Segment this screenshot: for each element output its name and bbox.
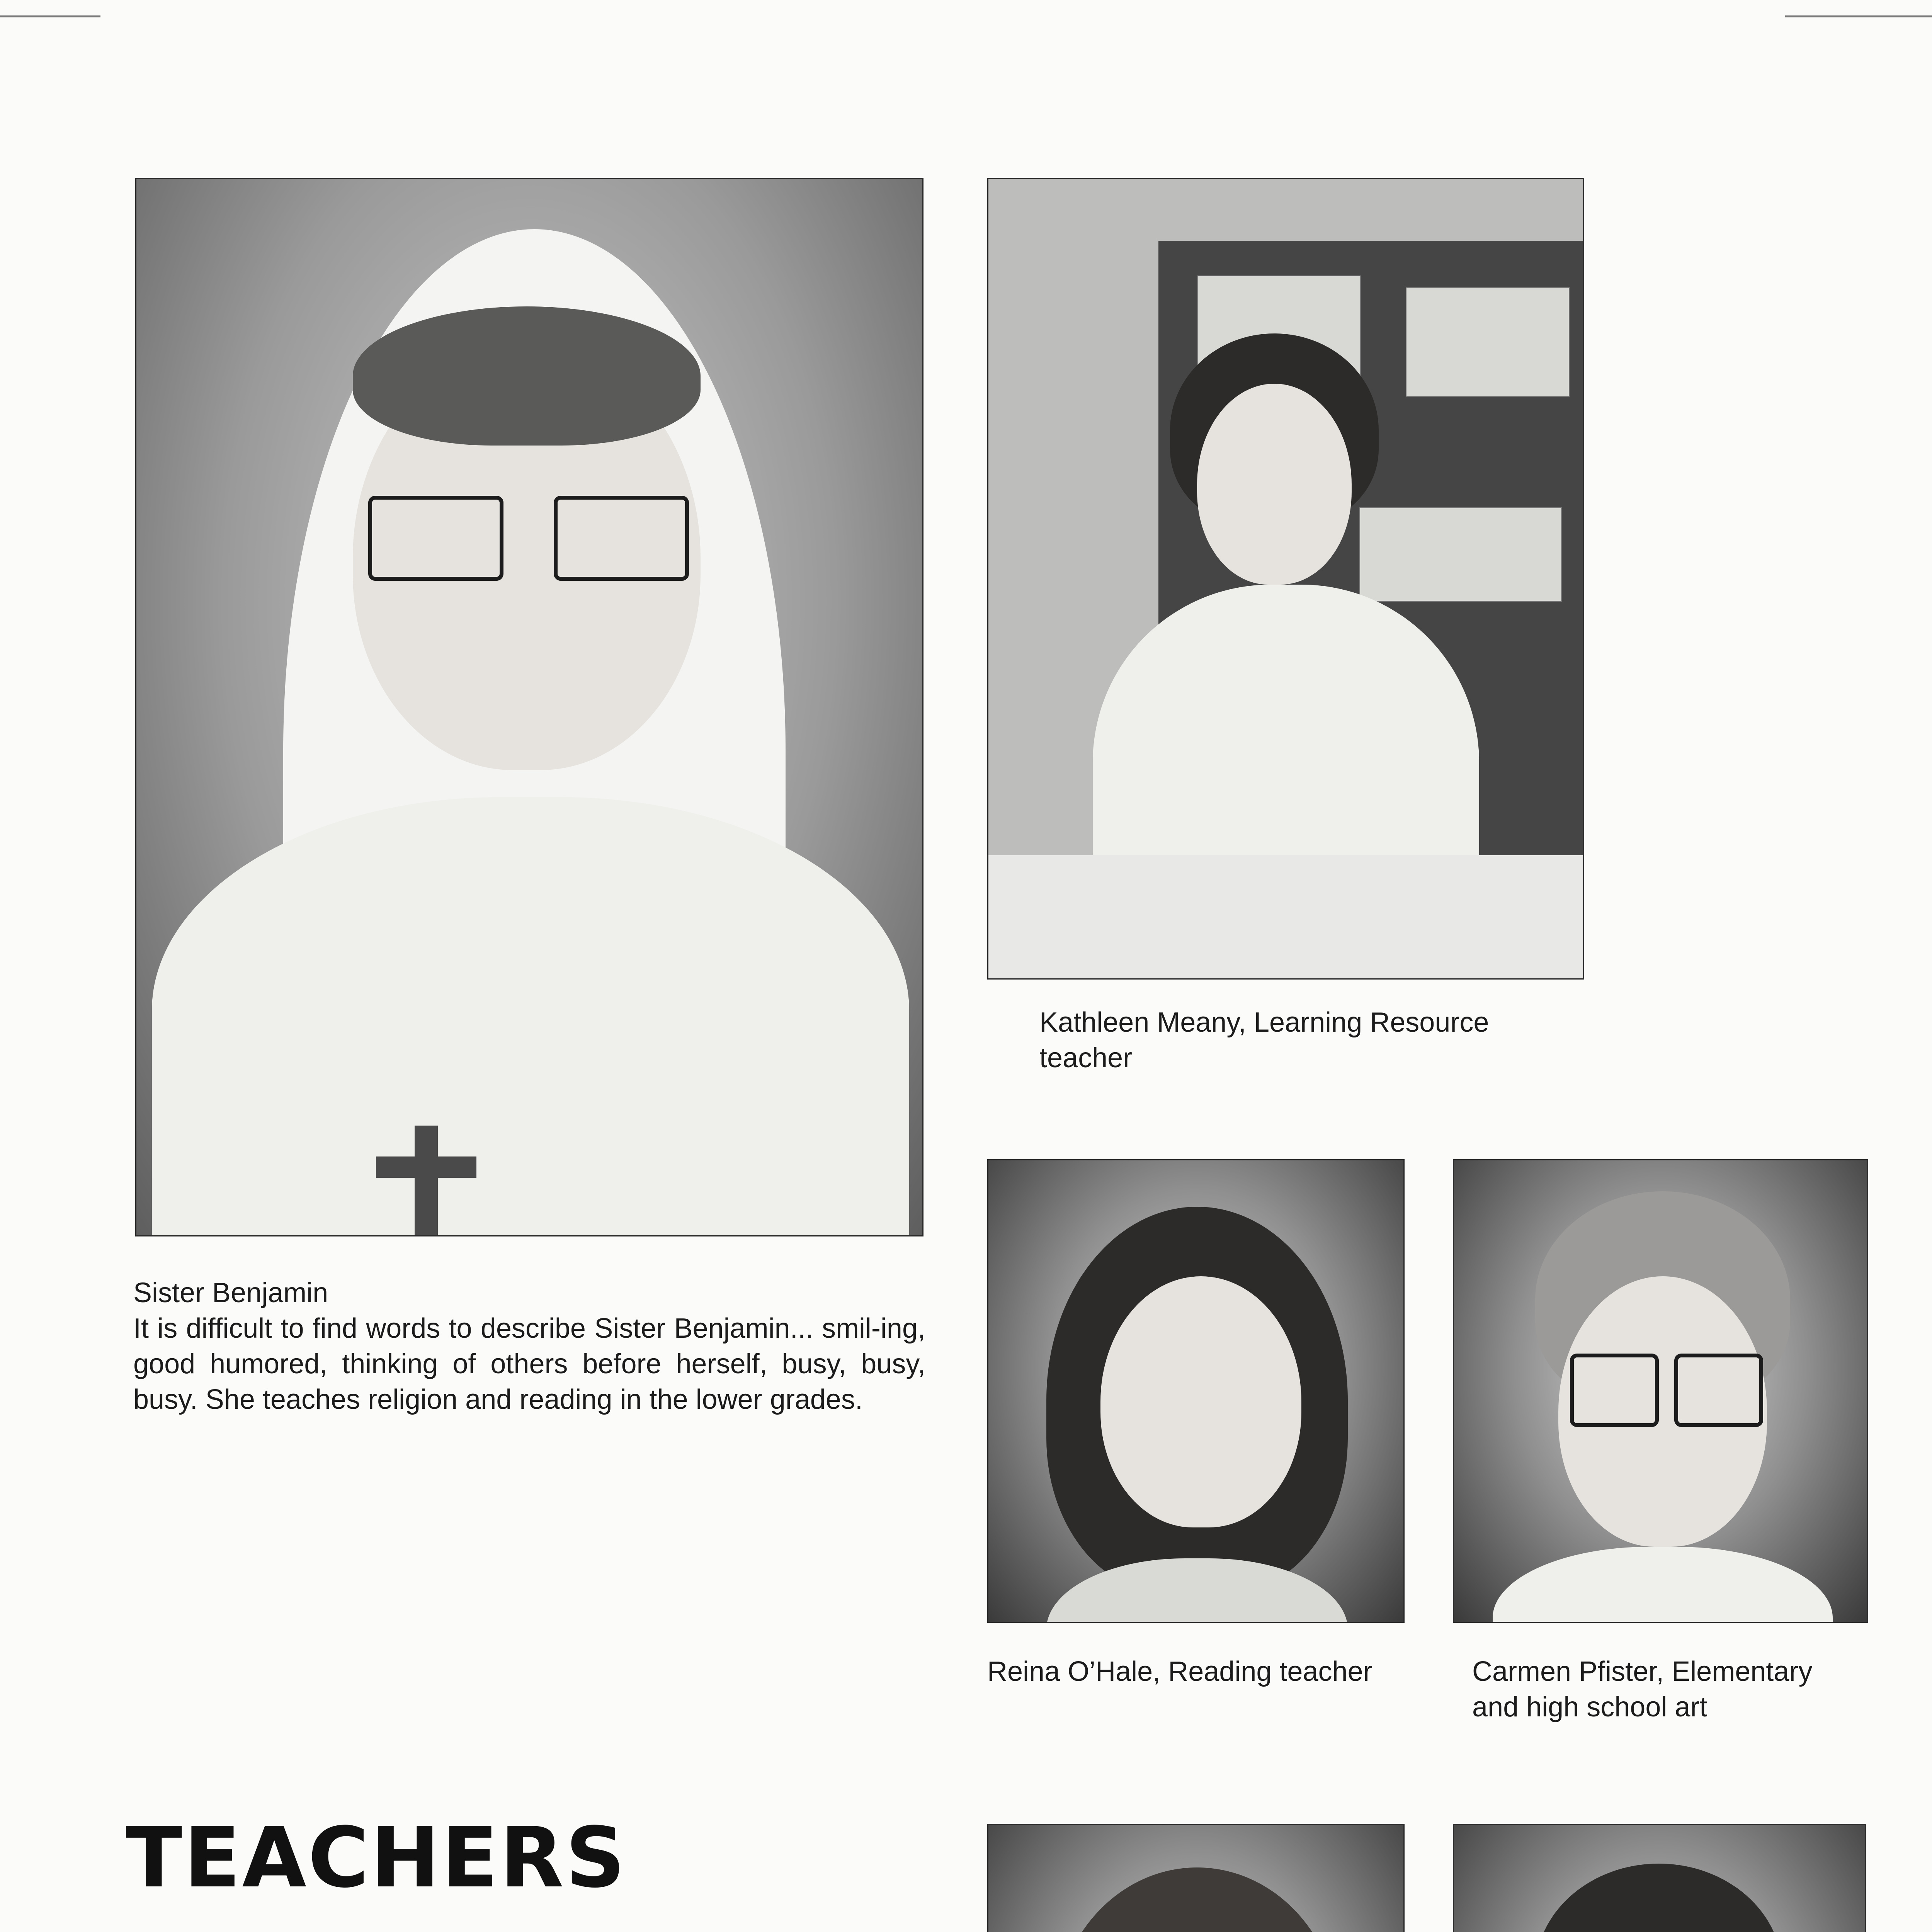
caption-kathleen-meany: Kathleen Meany, Learning Resource teacher [1039,1007,1489,1073]
caption-reina-ohale: Reina O’Hale, Reading teacher [987,1656,1372,1687]
caption-sister-benjamin-name: Sister Benjamin [133,1277,328,1308]
photo-sandra-stanicia [987,1824,1405,1932]
photo-kathleen-meany [987,178,1584,980]
caption-sister-benjamin-text: It is difficult to find words to describe Sister Benjamin... smil-ing, good humored, thinking of others before herself, busy, busy, busy. She teaches religion and reading in the lower grades. [133,1313,925,1415]
top-rule-right [1785,15,1932,17]
top-rule-left [0,15,100,17]
page-title: TEACHERS [126,1809,627,1906]
photo-reina-ohale [987,1159,1405,1623]
photo-carmen-pfister [1453,1159,1868,1623]
photo-estela-wattengel [1453,1824,1866,1932]
photo-sister-benjamin [135,178,923,1236]
caption-carmen-pfister: Carmen Pfister, Elementary and high school art [1472,1656,1813,1723]
